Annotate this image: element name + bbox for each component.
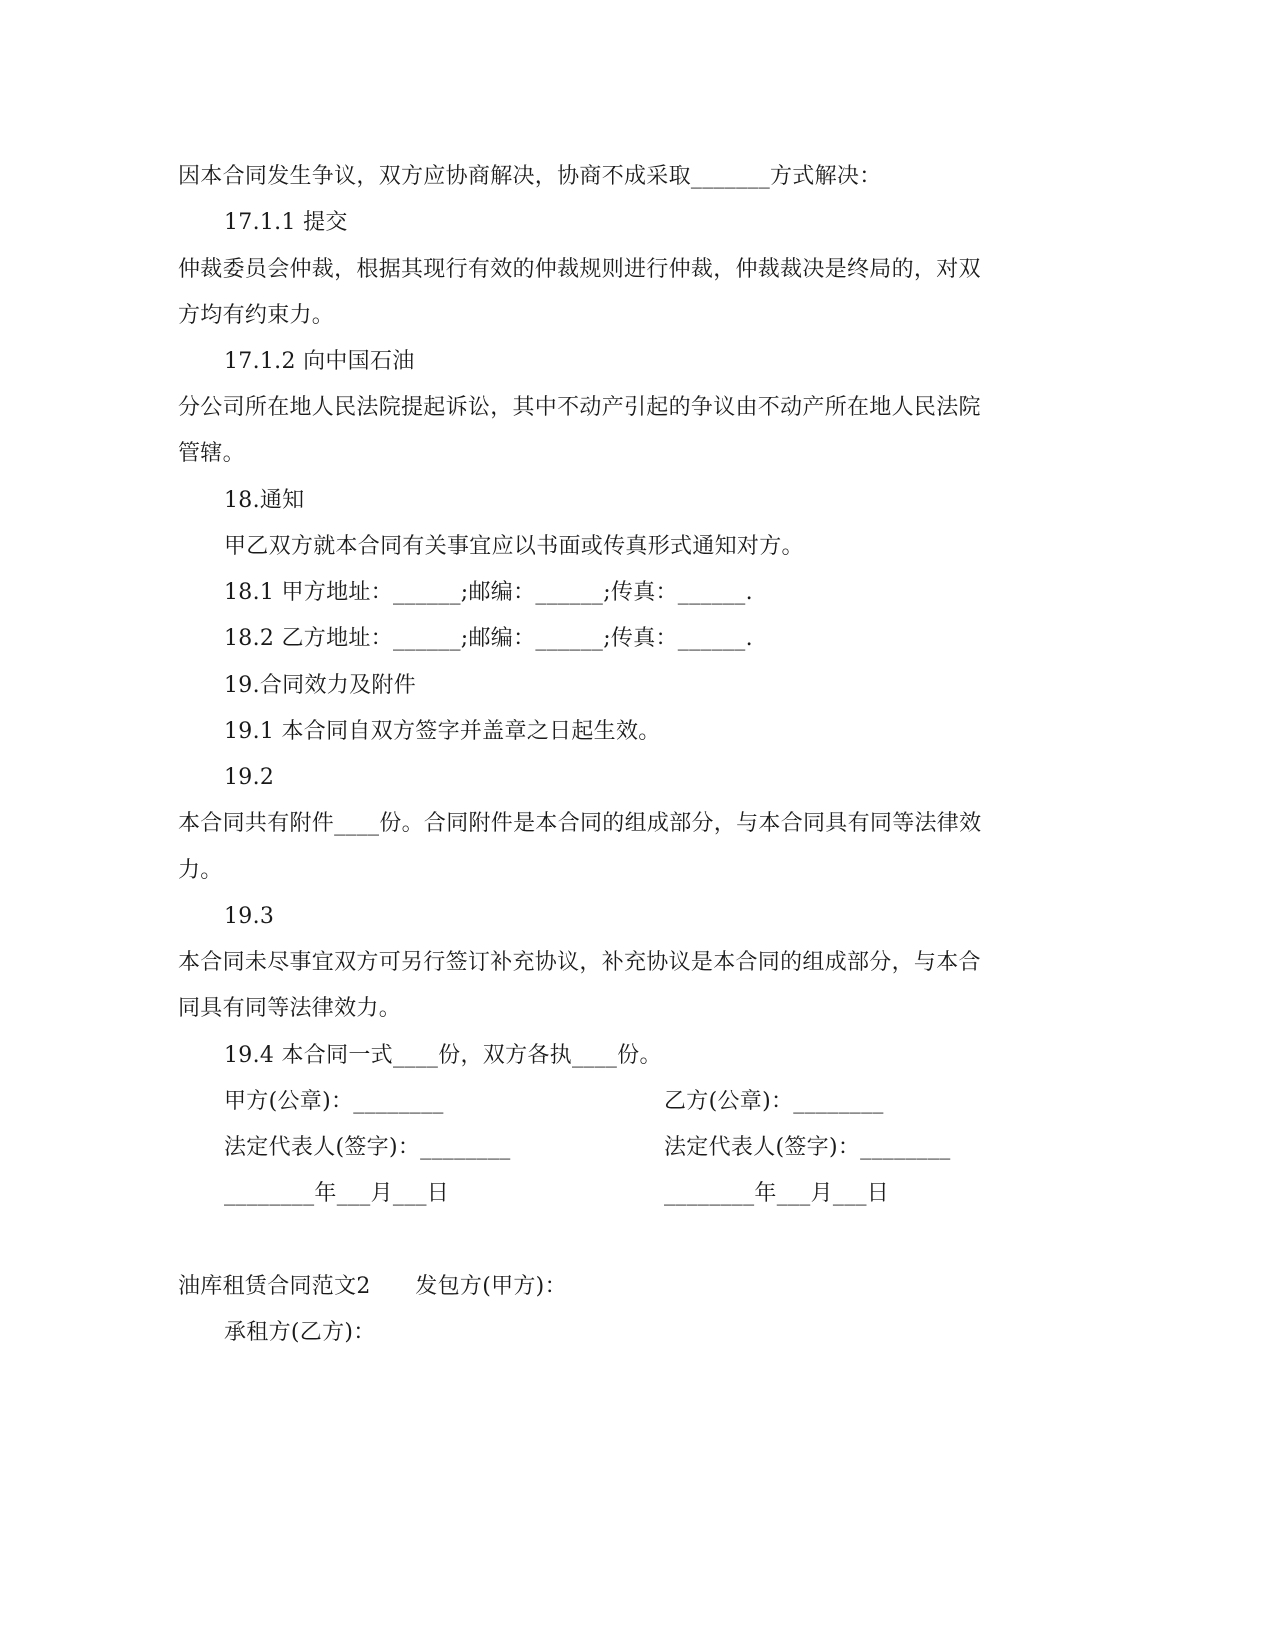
clause-18-1: 18.1 甲方地址：______;邮编：______;传真：______. bbox=[224, 580, 753, 605]
paragraph-litigation: 分公司所在地人民法院提起诉讼，其中不动产引起的争议由不动产所在地人民法院 bbox=[178, 395, 981, 420]
clause-19-4: 19.4 本合同一式____份，双方各执____份。 bbox=[224, 1043, 662, 1068]
party-b-representative: 法定代表人(签字)：________ bbox=[664, 1135, 951, 1160]
paragraph-attachments-cont: 力。 bbox=[178, 858, 223, 883]
next-contract-heading: 油库租赁合同范文2 发包方(甲方)： bbox=[178, 1274, 567, 1299]
clause-18-2: 18.2 乙方地址：______;邮编：______;传真：______. bbox=[224, 626, 753, 651]
party-b-seal: 乙方(公章)：________ bbox=[664, 1089, 884, 1114]
party-b-date: ________年___月___日 bbox=[664, 1181, 890, 1206]
paragraph-dispute-intro: 因本合同发生争议，双方应协商解决，协商不成采取_______方式解决： bbox=[178, 164, 882, 189]
section-18-heading: 18.通知 bbox=[224, 488, 305, 513]
party-a-seal: 甲方(公章)：________ bbox=[224, 1089, 444, 1114]
party-a-date: ________年___月___日 bbox=[224, 1181, 450, 1206]
paragraph-supplement-cont: 同具有同等法律效力。 bbox=[178, 996, 402, 1021]
paragraph-arbitration: 仲裁委员会仲裁，根据其现行有效的仲裁规则进行仲裁，仲裁裁决是终局的，对双 bbox=[178, 257, 981, 282]
next-contract-lessee: 承租方(乙方)： bbox=[224, 1320, 376, 1345]
section-19-heading: 19.合同效力及附件 bbox=[224, 673, 416, 698]
paragraph-supplement: 本合同未尽事宜双方可另行签订补充协议，补充协议是本合同的组成部分，与本合 bbox=[178, 950, 981, 975]
paragraph-attachments: 本合同共有附件____份。合同附件是本合同的组成部分，与本合同具有同等法律效 bbox=[178, 811, 982, 836]
clause-17-1-1: 17.1.1 提交 bbox=[224, 210, 348, 235]
paragraph-litigation-cont: 管辖。 bbox=[178, 441, 245, 466]
clause-17-1-2: 17.1.2 向中国石油 bbox=[224, 349, 415, 374]
clause-19-2-number: 19.2 bbox=[224, 765, 275, 790]
party-a-representative: 法定代表人(签字)：________ bbox=[224, 1135, 511, 1160]
clause-19-3-number: 19.3 bbox=[224, 904, 275, 929]
clause-19-1: 19.1 本合同自双方签字并盖章之日起生效。 bbox=[224, 719, 661, 744]
paragraph-arbitration-cont: 方均有约束力。 bbox=[178, 303, 335, 328]
paragraph-notice: 甲乙双方就本合同有关事宜应以书面或传真形式通知对方。 bbox=[224, 534, 804, 559]
